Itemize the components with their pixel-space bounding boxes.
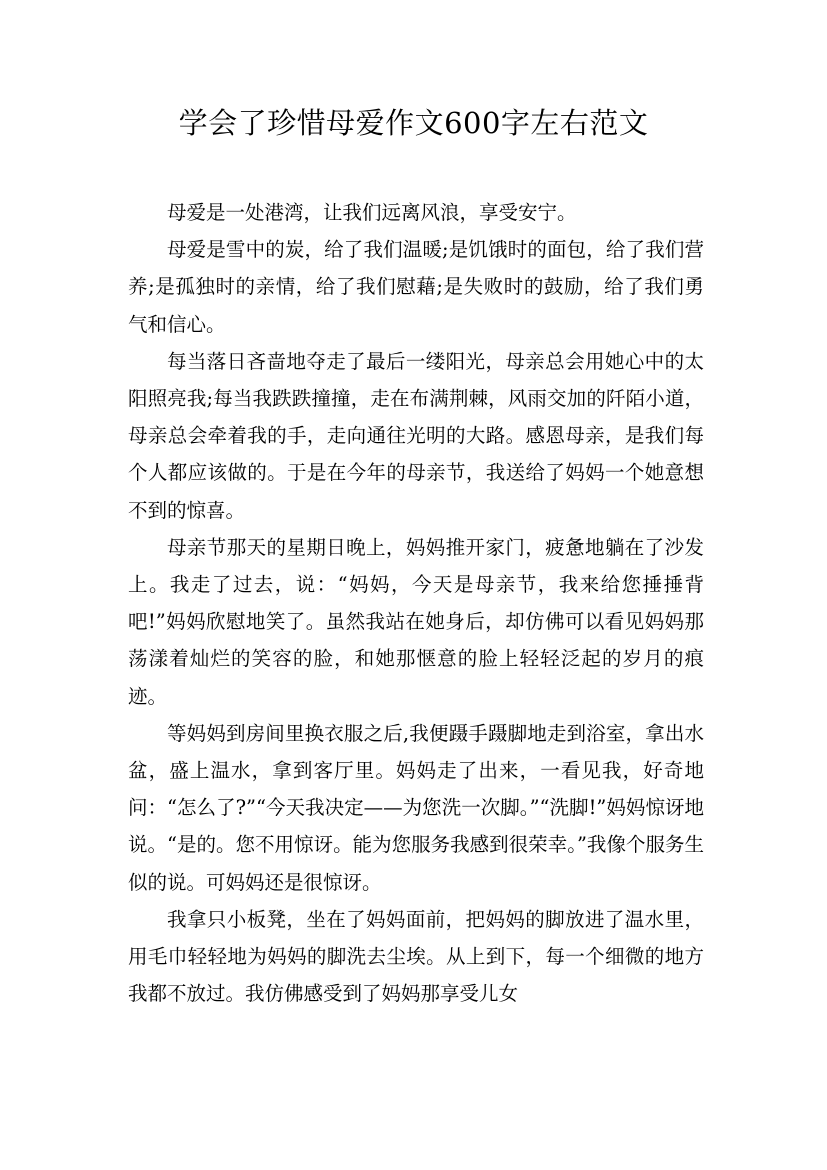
paragraph: 母亲节那天的星期日晚上，妈妈推开家门，疲惫地躺在了沙发上。我走了过去，说：“妈妈，今天是母亲节，我来给您捶捶背吧!”妈妈欣慰地笑了。虽然我站在她身后，却仿佛可以看见妈妈那荡漾着灿烂的笑容的脸，和她那惬意的脸上轻轻泛起的岁月的痕迹。: [128, 535, 704, 708]
paragraph: 每当落日吝啬地夺走了最后一缕阳光，母亲总会用她心中的太阳照亮我;每当我跌跌撞撞，走在布满荆棘，风雨交加的阡陌小道，母亲总会牵着我的手，走向通往光明的大路。感恩母亲，是我们每个人都应该做的。于是在今年的母亲节，我送给了妈妈一个她意想不到的惊喜。: [128, 349, 704, 522]
document-title: 学会了珍惜母爱作文600字左右范文: [178, 106, 649, 140]
paragraph: 母爱是一处港湾，让我们远离风浪，享受安宁。: [167, 201, 577, 224]
paragraph: 等妈妈到房间里换衣服之后,我便蹑手蹑脚地走到浴室，拿出水盆，盛上温水，拿到客厅里。妈妈走了出来，一看见我，好奇地问：“怎么了?”“今天我决定——为您洗一次脚。”“洗脚!”妈妈惊讶地说。“是的。您不用惊讶。能为您服务我感到很荣幸。”我像个服务生似的说。可妈妈还是很惊讶。: [128, 721, 704, 894]
paragraph: 我拿只小板凳，坐在了妈妈面前，把妈妈的脚放进了温水里，用毛巾轻轻地为妈妈的脚洗去尘埃。从上到下，每一个细微的地方我都不放过。我仿佛感受到了妈妈那享受儿女: [128, 907, 704, 1006]
paragraph: 母爱是雪中的炭，给了我们温暖;是饥饿时的面包，给了我们营养;是孤独时的亲情，给了我们慰藉;是失败时的鼓励，给了我们勇气和信心。: [128, 238, 704, 336]
document-body: [128, 194, 704, 1012]
